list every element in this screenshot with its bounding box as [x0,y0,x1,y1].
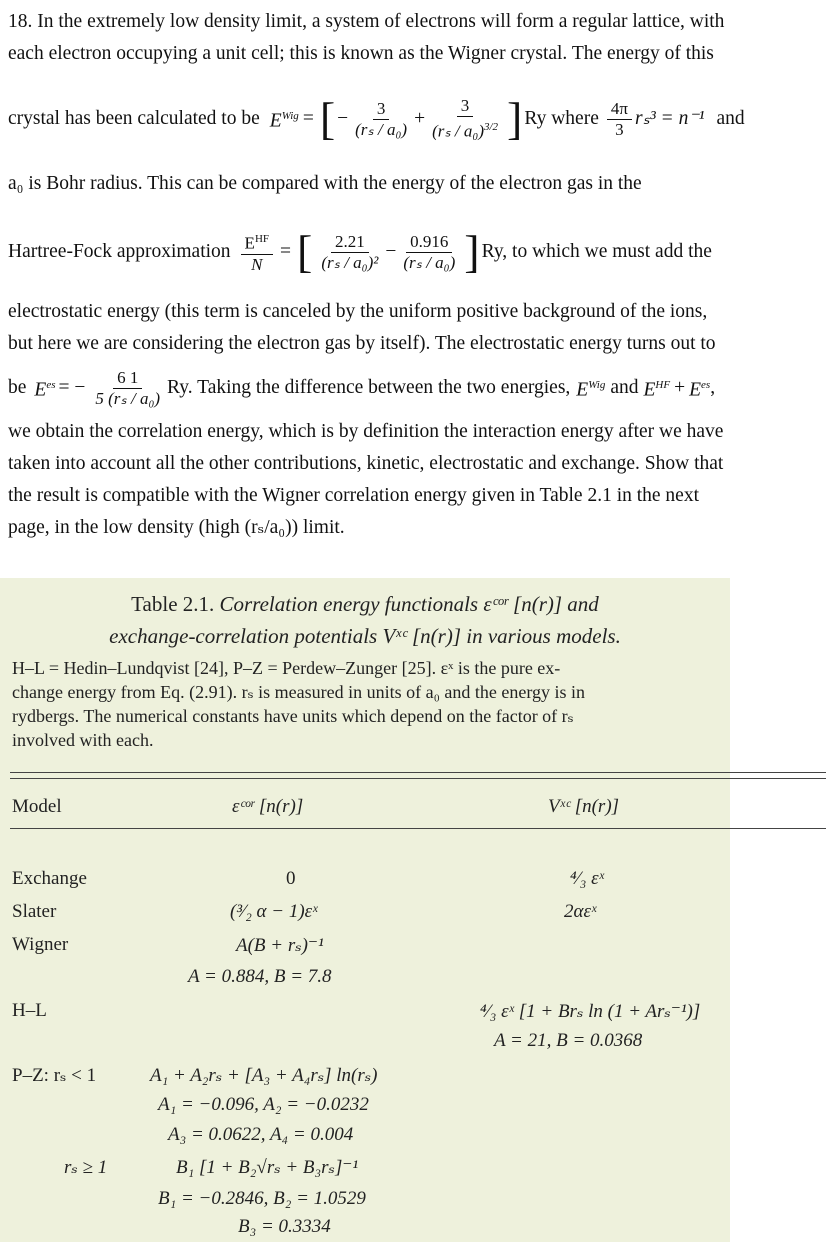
row-exchange-cor: 0 [286,868,296,889]
wigner-energy-equation: crystal has been calculated to be $E^{Wig}$ = [ − $\frac{3}{\text{(rₛ / a₀)}}$ + $\frac{3}{(r_s / a_0)^{3/2}}$ ] Ry where $\frac{4\pi}{3}$ rₛ³ = n⁻¹ and [8,93,745,144]
eq2-frac-1: $\frac{2.21}{\text{(rₛ / a₀)²}}$ [321,231,379,272]
problem-line-10: taken into account all the other contributions, kinetic, electrostatic and exchange. Show that [8,453,724,474]
row-wigner-cor: A(B + rₛ)⁻¹ [236,935,324,956]
row-pz2-constants-1: B₁ = −0.2846, B₂ = 1.0529 [158,1188,366,1209]
hf-lhs-frac: $\frac{E^{HF}}{N}$ [241,229,273,275]
header-model: Model [12,796,62,817]
problem-line-11: the result is compatible with the Wigner correlation energy given in Table 2.1 in the next [8,485,700,506]
density-def: rₛ³ = n⁻¹ [634,108,705,129]
row-slater-vxc: 2αεˣ [564,901,597,922]
row-exchange-model: Exchange [12,868,87,889]
table-top-rule-1 [10,772,826,773]
problem-line-7: but here we are considering the electron gas by itself). The electrostatic energy turns out to [8,333,716,354]
row-pz2-constants-2: B₃ = 0.3334 [238,1216,331,1237]
hf-energy-equation: Hartree-Fock approximation $\frac{E^{HF}}{N}$ = [ $\frac{2.21}{\text{(rₛ / a₀)²}}$ − $\frac{0.916}{\text{(rₛ / a₀)}}$ ] Ry, to which we must add the [8,226,712,277]
density-def-frac: $\frac{4\pi}{3}$ [607,99,632,140]
e-wig-symbol: E [269,110,282,132]
row-pz1-constants-2: A₃ = 0.0622, A₄ = 0.004 [168,1124,354,1145]
row-pz1-constants-1: A₁ = −0.096, A₂ = −0.0232 [158,1094,369,1115]
table-description: H–L = Hedin–Lundqvist [24], P–Z = Perdew–Zunger [25]. εˣ is the pure ex- change energy from Eq. (2.91). rₛ is measured in units of a₀ and the energy is in rydbergs. The numerical constants have units which depend on the factor of rₛ involved with each. [12,658,586,750]
problem-line-1: 18. In the extremely low density limit, a system of electrons will form a regular lattice, with [8,11,725,32]
row-exchange-vxc: ⁴⁄₃ εˣ [570,868,604,889]
row-hl-vxc: ⁴⁄₃ εˣ [1 + Brₛ ln (1 + Arₛ⁻¹)] [480,1001,701,1022]
table-title-line-2: exchange-correlation potentials Vˣᶜ [n(r)] in various models. [109,624,621,648]
eq1-unit: Ry where [524,108,599,129]
header-vxc: Vˣᶜ [n(r)] [548,796,620,817]
problem-line-3-text: crystal has been calculated to be [8,108,260,129]
table-top-rule-2 [10,778,826,779]
row-wigner-model: Wigner [12,934,69,955]
row-pz1-model: P–Z: rₛ < 1 [12,1065,97,1086]
e-wig-sup: Wig [281,110,299,123]
row-slater-cor: (³⁄₂ α − 1)εˣ [230,901,318,922]
table-number: Table 2.1. [131,592,215,616]
eq1-frac-1: $\frac{3}{\text{(rₛ / a₀)}}$ [355,98,408,139]
eq1-frac-2: $\frac{3}{(r_s / a_0)^{3/2}}$ [432,96,499,141]
row-wigner-constants: A = 0.884, B = 7.8 [188,966,332,987]
row-pz2-model: rₛ ≥ 1 [64,1157,108,1178]
problem-line-2: each electron occupying a unit cell; this is known as the Wigner crystal. The energy of this [8,43,714,64]
es-frac: $\frac{6 1}{\text{5 (rₛ / a₀)}}$ [95,367,161,408]
problem-line-4: a₀ is Bohr radius. This can be compared with the energy of the electron gas in the [8,173,642,194]
problem-18 [8,6,822,544]
eq2-frac-2: $\frac{0.916}{\text{(rₛ / a₀)}}$ [403,231,456,272]
row-pz1-cor: A₁ + A₂rₛ + [A₃ + A₄rₛ] ln(rₛ) [150,1065,378,1086]
header-cor: εᶜᵒʳ [n(r)] [232,796,304,817]
row-hl-model: H–L [12,1000,47,1021]
table-2-1 [0,578,730,1242]
row-hl-constants: A = 21, B = 0.0368 [494,1030,643,1051]
problem-line-9: we obtain the correlation energy, which is by definition the interaction energy after we have [8,421,724,442]
table-caption [0,588,730,652]
problem-line-6: electrostatic energy (this term is canceled by the uniform positive background of the ions, [8,301,708,322]
table-header-rule [10,828,826,829]
row-slater-model: Slater [12,901,57,922]
table-title-line-1: Correlation energy functionals εᶜᵒʳ [n(r)] and [219,592,599,616]
electrostatic-energy-line: be $E^{es}$ = − $\frac{6 1}{\text{5 (rₛ / a₀)}}$ Ry. Taking the difference between the two energies, $E^{Wig}$ and $E^{HF}$ + $E^{es}$ , [8,367,716,408]
problem-line-12: page, in the low density (high (rₛ/a₀)) limit. [8,517,345,538]
row-pz2-cor: B₁ [1 + B₂√rₛ + B₃rₛ]⁻¹ [176,1157,359,1178]
